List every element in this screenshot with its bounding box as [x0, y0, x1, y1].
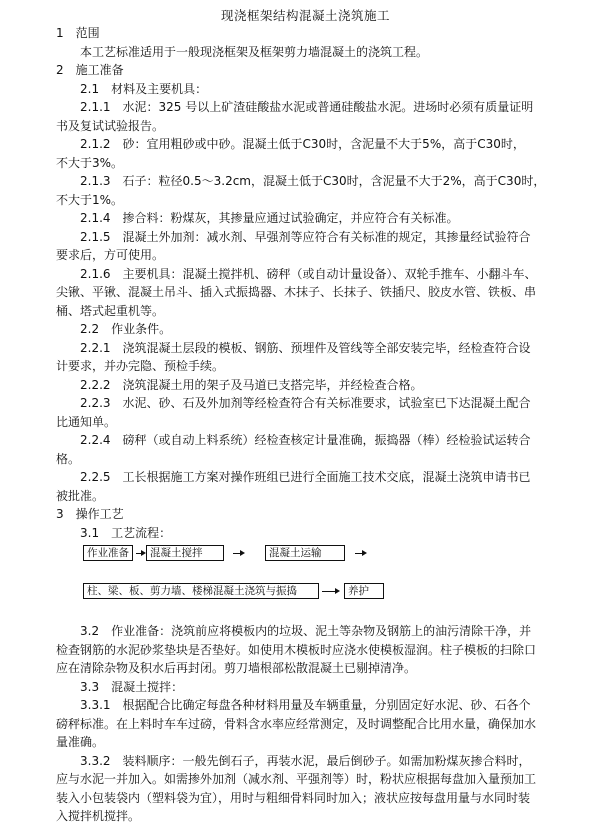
paragraph-line: 3.3.1 根据配合比确定每盘各种材料用量及车辆重量，分别固定好水泥、砂、石各个	[80, 698, 531, 712]
paragraph-line: 2.1.4 掺合料：粉煤灰，其掺量应通过试验确定，并应符合有关标准。	[80, 211, 459, 225]
document-title: 现浇框架结构混凝土浇筑施工	[220, 8, 390, 23]
paragraph-line: 装入小包装袋内（塑料袋为宜），用时与粗细骨料同时加入；液状应按每盘用量与水同时装	[56, 791, 531, 805]
paragraph-line: 磅秤标准。在上料时车车过磅，骨料含水率应经常测定，及时调整配合比用水量，确保加水	[56, 717, 537, 731]
paragraph-line: 比通知单。	[56, 415, 117, 429]
paragraph-line: 计要求，并办完隐、预检手续。	[56, 359, 225, 373]
section-heading: 2 施工准备	[56, 63, 124, 77]
flow-step-curing: 养护	[344, 583, 384, 599]
paragraph-line: 检查钢筋的水泥砂浆垫块是否垫好。如使用木模板时应浇水使模板湿润。柱子模板的扫除口	[56, 643, 537, 657]
paragraph-line: 格。	[56, 452, 81, 466]
flow-arrow-head	[240, 550, 245, 556]
paragraph-line: 桶、塔式起重机等。	[56, 304, 165, 318]
paragraph-line: 应与水泥一并加入。如需掺外加剂（减水剂、平强剂等）时，粉状应根据每盘加入量预加工	[56, 772, 537, 786]
paragraph-line: 2.2.5 工长根据施工方案对操作班组已进行全面施工技术交底，混凝土浇筑申请书已	[80, 470, 531, 484]
paragraph-line: 2.2 作业条件。	[80, 322, 172, 336]
paragraph-line: 2.1.6 主要机具：混凝土搅拌机、磅秤（或自动计量设备）、双轮手推车、小翻斗车、	[80, 267, 537, 281]
paragraph-line: 不大于3%。	[56, 156, 124, 170]
paragraph-line: 3.3 混凝土搅拌：	[80, 680, 184, 694]
paragraph-line: 被批准。	[56, 489, 105, 503]
paragraph-line: 2.1.1 水泥：325 号以上矿渣硅酸盐水泥或普通硅酸盐水泥。进场时必须有质量证明	[80, 100, 534, 114]
paragraph-line: 不大于1%。	[56, 193, 124, 207]
paragraph-line: 量准确。	[56, 735, 105, 749]
flow-step-mixing: 混凝土搅拌	[146, 545, 224, 561]
paragraph-line: 书及复试试验报告。	[56, 119, 165, 133]
paragraph-line: 3.1 工艺流程：	[80, 526, 172, 540]
paragraph-line: 入搅拌机搅拌。	[56, 809, 141, 823]
paragraph-line: 2.1.3 石子：粒径0.5～3.2cm，混凝土低于C30时，含泥量不大于2%，高于C30时，	[80, 174, 546, 188]
section-heading: 3 操作工艺	[56, 507, 124, 521]
flow-step-pouring: 柱、梁、板、剪力墙、楼梯混凝土浇筑与振捣	[83, 583, 319, 599]
flow-arrow-head	[335, 588, 340, 594]
paragraph-line: 3.3.2 装料顺序：一般先倒石子，再装水泥，最后倒砂子。如需加粉煤灰掺合料时，	[80, 754, 531, 768]
paragraph-line: 3.2 作业准备：浇筑前应将模板内的垃圾、泥土等杂物及钢筋上的油污清除干净，并	[80, 624, 532, 638]
flow-arrow-head	[362, 550, 367, 556]
paragraph-line: 2.1 材料及主要机具：	[80, 82, 208, 96]
section-heading: 1 范围	[56, 26, 100, 40]
paragraph-line: 2.2.1 浇筑混凝土层段的模板、钢筋、预埋件及管线等全部安装完毕，经检查符合设	[80, 341, 531, 355]
paragraph-line: 要求后，方可使用。	[56, 248, 165, 262]
paragraph-line: 应在清除杂物及积水后再封闭。剪刀墙根部松散混凝土已剔掉清净。	[56, 661, 417, 675]
flow-step-prepare: 作业准备	[83, 545, 133, 561]
paragraph-line: 2.1.2 砂：宜用粗砂或中砂。混凝土低于C30时，含泥量不大于5%，高于C30时，	[80, 137, 525, 151]
paragraph-line: 2.1.5 混凝土外加剂：减水剂、早强剂等应符合有关标准的规定，其掺量经试验符合	[80, 230, 531, 244]
flow-step-transport: 混凝土运输	[265, 545, 345, 561]
paragraph-line: 2.2.4 磅秤（或自动上料系统）经检查核定计量准确，振捣器（棒）经检验试运转合	[80, 433, 531, 447]
paragraph-line: 本工艺标准适用于一般现浇框架及框架剪力墙混凝土的浇筑工程。	[80, 45, 429, 59]
paragraph-line: 2.2.2 浇筑混凝土用的架子及马道已支搭完毕，并经检查合格。	[80, 378, 423, 392]
paragraph-line: 2.2.3 水泥、砂、石及外加剂等经检查符合有关标准要求，试验室已下达混凝土配合	[80, 396, 531, 410]
paragraph-line: 尖锹、平锹、混凝土吊斗、插入式振捣器、木抹子、长抹子、铁插尺、胶皮水管、铁板、串	[56, 285, 537, 299]
flow-arrow	[322, 591, 336, 592]
